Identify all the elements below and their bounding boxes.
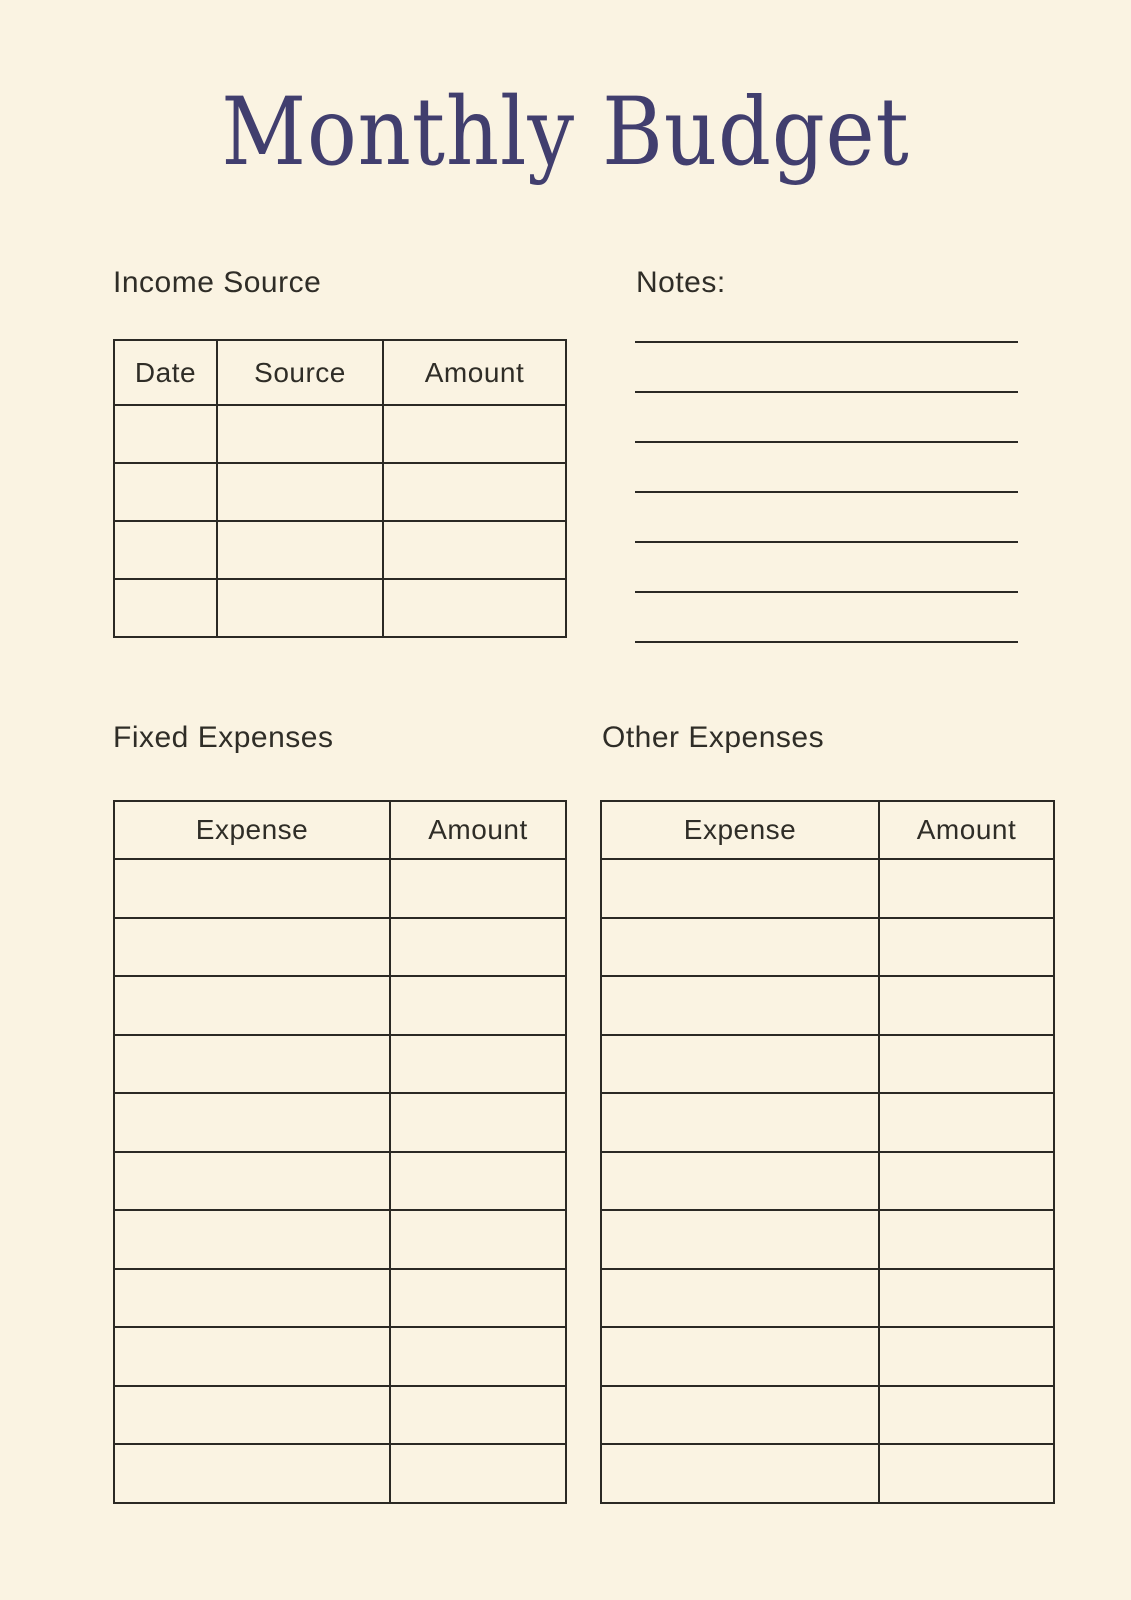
notes-line [635,441,1018,443]
income-empty-row [114,405,566,463]
fixed-amount-cell [390,1152,566,1211]
fixed-expenses-heading: Fixed Expenses [113,721,334,754]
income-date-cell [114,463,217,521]
other-expenses-empty-row [601,1386,1054,1445]
other-expenses-heading: Other Expenses [602,721,825,754]
other-amount-cell [879,1152,1054,1211]
income-source-cell [217,579,383,637]
fixed-expenses-header-row [114,801,566,859]
fixed-expenses-empty-row [114,1269,566,1328]
fixed-expense-cell [114,1210,390,1269]
fixed-amount-cell [390,1035,566,1094]
fixed-expenses-empty-row [114,918,566,977]
other-expense-cell [601,859,879,918]
notes-heading: Notes: [636,266,726,299]
other-expense-cell [601,918,879,977]
fixed-expenses-empty-row [114,1035,566,1094]
notes-line [635,541,1018,543]
notes-line [635,491,1018,493]
notes-line [635,591,1018,593]
other-amount-cell [879,1444,1054,1503]
other-expenses-empty-row [601,1444,1054,1503]
fixed-expenses-empty-row [114,1327,566,1386]
fixed-expense-cell [114,1269,390,1328]
fixed-expense-cell [114,859,390,918]
income-empty-row [114,579,566,637]
fixed-expenses-empty-row [114,1386,566,1445]
other-expenses-empty-row [601,918,1054,977]
fixed-col-amount: Amount [390,801,566,859]
income-date-cell [114,405,217,463]
fixed-expenses-empty-row [114,1210,566,1269]
other-expenses-empty-row [601,1269,1054,1328]
fixed-amount-cell [390,1093,566,1152]
other-expenses-empty-row [601,1210,1054,1269]
income-amount-cell [383,463,566,521]
fixed-expense-cell [114,1444,390,1503]
other-expenses-empty-row [601,1093,1054,1152]
fixed-amount-cell [390,859,566,918]
fixed-expenses-empty-row [114,976,566,1035]
notes-line [635,391,1018,393]
other-expense-cell [601,1093,879,1152]
income-source-cell [217,521,383,579]
notes-lines [635,341,1018,691]
income-empty-row [114,463,566,521]
fixed-amount-cell [390,1269,566,1328]
income-table [113,339,567,638]
fixed-expense-cell [114,1327,390,1386]
fixed-expenses-table [113,800,567,1504]
other-expenses-table [600,800,1055,1504]
other-expense-cell [601,1210,879,1269]
other-amount-cell [879,1327,1054,1386]
fixed-expense-cell [114,976,390,1035]
income-source-heading: Income Source [113,266,322,299]
income-amount-cell [383,405,566,463]
other-amount-cell [879,1269,1054,1328]
other-amount-cell [879,1035,1054,1094]
other-expenses-empty-row [601,1327,1054,1386]
other-expense-cell [601,1444,879,1503]
fixed-expenses-empty-row [114,1152,566,1211]
other-expense-cell [601,976,879,1035]
fixed-expense-cell [114,1035,390,1094]
income-col-amount: Amount [383,340,566,405]
other-expenses-empty-row [601,976,1054,1035]
income-col-date: Date [114,340,217,405]
fixed-expenses-empty-row [114,1093,566,1152]
page-title: Monthly Budget [221,78,910,187]
fixed-amount-cell [390,1444,566,1503]
notes-line [635,341,1018,343]
other-expenses-empty-row [601,1152,1054,1211]
other-col-expense: Expense [601,801,879,859]
fixed-expense-cell [114,918,390,977]
income-source-cell [217,463,383,521]
fixed-expenses-empty-row [114,859,566,918]
fixed-amount-cell [390,1386,566,1445]
other-amount-cell [879,918,1054,977]
income-col-source: Source [217,340,383,405]
other-amount-cell [879,1386,1054,1445]
other-expenses-empty-row [601,1035,1054,1094]
income-source-cell [217,405,383,463]
other-expense-cell [601,1386,879,1445]
income-empty-row [114,521,566,579]
fixed-expense-cell [114,1152,390,1211]
fixed-expenses-empty-row [114,1444,566,1503]
income-date-cell [114,579,217,637]
fixed-amount-cell [390,976,566,1035]
other-expense-cell [601,1327,879,1386]
income-amount-cell [383,521,566,579]
other-expense-cell [601,1152,879,1211]
fixed-amount-cell [390,1210,566,1269]
fixed-expense-cell [114,1093,390,1152]
fixed-amount-cell [390,1327,566,1386]
other-expense-cell [601,1269,879,1328]
other-expense-cell [601,1035,879,1094]
fixed-col-expense: Expense [114,801,390,859]
fixed-expense-cell [114,1386,390,1445]
income-date-cell [114,521,217,579]
notes-line [635,641,1018,643]
other-amount-cell [879,1210,1054,1269]
other-expenses-header-row [601,801,1054,859]
other-amount-cell [879,1093,1054,1152]
other-amount-cell [879,859,1054,918]
fixed-amount-cell [390,918,566,977]
other-col-amount: Amount [879,801,1054,859]
other-amount-cell [879,976,1054,1035]
income-amount-cell [383,579,566,637]
other-expenses-empty-row [601,859,1054,918]
income-header-row [114,340,566,405]
